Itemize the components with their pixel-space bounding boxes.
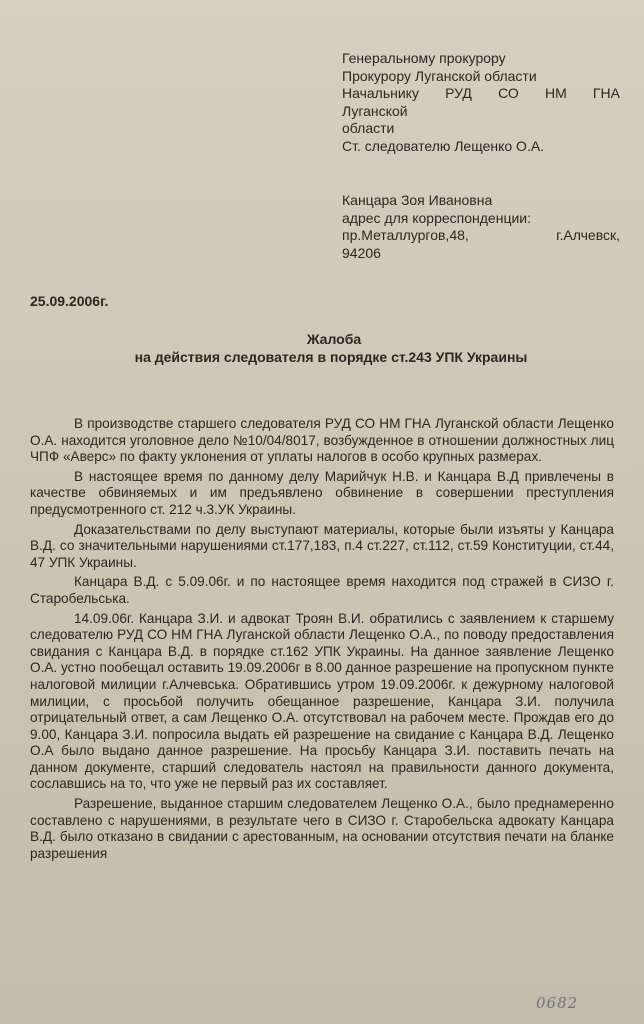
paragraph: Разрешение, выданное старшим следователем Лещенко О.А., было преднамеренно составлено с нарушениями, в результате чего в СИЗО г. Старобельска адвокату Канцара В.Д. было отказано в свидании с арестованным, на основании отсутствия печати на бланке разрешения <box>30 796 614 861</box>
paragraph: В производстве старшего следователя РУД СО НМ ГНА Луганской области Лещенко О.А. находится уголовное дело №10/04/8017, возбужденное в отношении должностных лиц ЧПФ «Аверс» по факту уклонения от уплаты налогов в особо крупных размерах. <box>30 416 614 465</box>
recipient-word: РУД <box>445 85 472 101</box>
sender-block <box>342 192 620 262</box>
recipient-line-1: Генеральному прокурору <box>342 50 506 66</box>
sender-name: Канцара Зоя Ивановна <box>342 192 493 208</box>
sender-address <box>342 227 620 245</box>
recipient-block <box>342 50 620 155</box>
sender-address-label: адрес для корреспонденции: <box>342 209 531 226</box>
recipient-word: СО <box>498 85 519 101</box>
document-title <box>0 330 644 366</box>
recipient-word: НМ <box>544 85 567 101</box>
paragraph: Канцара В.Д. с 5.09.06г. и по настоящее время находится под стражей в СИЗО г. Старобельська. <box>30 574 614 606</box>
recipient-line-5: области <box>342 120 395 136</box>
document-date: 25.09.2006г. <box>30 293 109 309</box>
title-line-1: Жалоба <box>306 331 362 347</box>
recipient-line-3 <box>342 85 620 103</box>
paragraph: В настоящее время по данному делу Марийчук Н.В. и Канцара В.Д привлечены в качестве обвиняемых и им предъявлено обвинение в совершении преступления предусмотренного ст. 212 ч.3.УК Украины. <box>30 468 614 517</box>
paragraph: Доказательствами по делу выступают материалы, которые были изъяты у Канцара В.Д. со значительными нарушениями ст.177,183, п.4 ст.227, ст.112, ст.59 Конституции, ст.44, 47 УПК Украины. <box>30 521 614 570</box>
paragraph: 14.09.06г. Канцара З.И. и адвокат Троян В.И. обратились с заявлением к старшему следователю РУД СО НМ ГНА Луганской области Лещенко О.А., по поводу предоставления свидания с Канцара В.Д. в порядке ст.162 УПК Украины. На данное заявление Лещенко О.А. устно пообещал оставить 19.09.2006г в 8.00 данное разрешение на пропускном пункте налоговой милиции г.Алчевська. Обратившись утром 19.09.2006г. к дежурному налоговой милиции, с просьбой получить обещанное разрешение, Канцара З.И. получила отрицательный ответ, а сам Лещенко О.А. отсутствовал на рабочем месте. Прождав его до 9.00, Канцара З.И. попросила выдать ей разрешение на свидание с Канцара В.Д. Лещенко О.А было выдано данное разрешение. На просьбу Канцара З.И. поставить печать на данном документе, старший следователь настоял на правильности данного документа, сославшись на то, что уже не первый раз их составляет. <box>30 610 614 792</box>
recipient-line-2: Прокурору Луганской области <box>342 67 537 84</box>
recipient-line-6: Ст. следователю Лещенко О.А. <box>342 137 545 154</box>
document-body <box>30 416 614 865</box>
handwritten-page-number: 0682 <box>536 994 579 1012</box>
sender-postcode: 94206 <box>342 244 381 261</box>
sender-street: пр.Металлургов,48, <box>342 227 469 243</box>
recipient-line-4: Луганской <box>342 102 408 119</box>
recipient-word: Начальнику <box>342 85 419 101</box>
recipient-word: ГНА <box>592 85 620 101</box>
sender-city: г.Алчевск, <box>556 227 620 243</box>
title-line-2: на действия следователя в порядке ст.243 УПК Украины <box>134 349 528 365</box>
